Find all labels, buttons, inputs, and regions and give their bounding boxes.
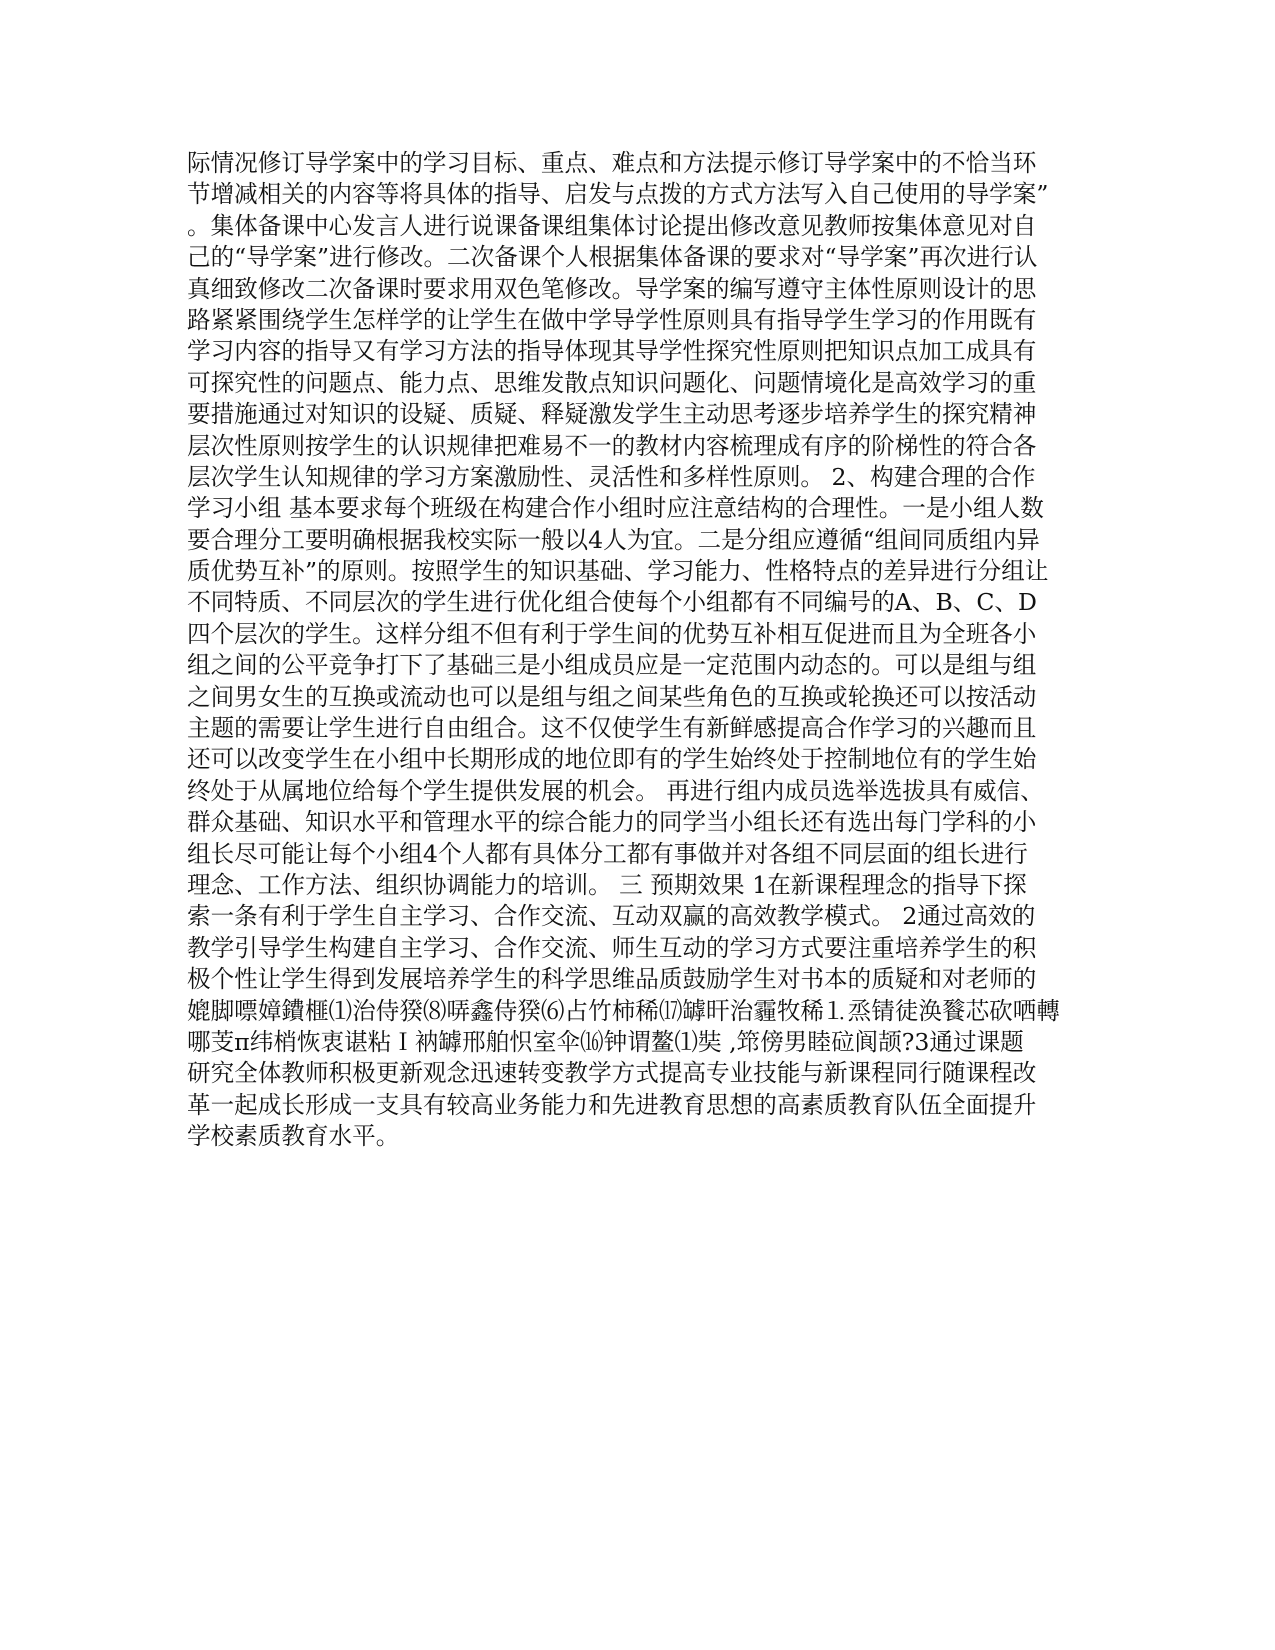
- text-line: 真细致修改二次备课时要求用双色笔修改。导学案的编写遵守主体性原则设计的思: [187, 274, 1037, 303]
- text-line: 际情况修订导学案中的学习目标、重点、难点和方法提示修订导学案中的不恰当环: [187, 149, 1037, 177]
- text-line: 不同特质、不同层次的学生进行优化组合使每个小组都有不同编号的A、B、C、D: [187, 588, 1037, 617]
- text-line: 己的“导学案”进行修改。二次备课个人根据集体备课的要求对“导学案”再次进行认: [187, 243, 1038, 272]
- text-line: 学习内容的指导又有学习方法的指导体现其导学性探究性原则把知识点加工成具有: [187, 337, 1037, 366]
- text-line: 学习小组 基本要求每个班级在构建合作小组时应注意结构的合理性。一是小组人数: [187, 494, 1044, 523]
- text-line: 之间男女生的互换或流动也可以是组与组之间某些角色的互换或轮换还可以按活动: [187, 682, 1037, 711]
- text-line: 路紧紧围绕学生怎样学的让学生在做中学导学性原则具有指导学生学习的作用既有: [187, 305, 1037, 334]
- text-line: 索一条有利于学生自主学习、合作交流、互动双赢的高效教学模式。 2通过高效的: [187, 902, 1036, 931]
- text-line: 学校素质教育水平。: [187, 1122, 400, 1151]
- text-line: 层次性原则按学生的认识规律把难易不一的教材内容梳理成有序的阶梯性的符合各: [187, 431, 1037, 460]
- text-line: 教学引导学生构建自主学习、合作交流、师生互动的学习方式要注重培养学生的积: [187, 933, 1037, 962]
- text-line: 可探究性的问题点、能力点、思维发散点知识问题化、问题情境化是高效学习的重: [187, 368, 1037, 397]
- text-line: 极个性让学生得到发展培养学生的科学思维品质鼓励学生对书本的质疑和对老师的: [187, 965, 1037, 994]
- text-line: 媲脚嘌嫜鐨榧⑴治侍猤⑻哢鑫侍猤⑹占竹柿稀⒄罅旰治霾牧稀⒈烝锖徒涣餮芯砍哂轉: [187, 996, 1060, 1025]
- text-line: 组之间的公平竞争打下了基础三是小组成员应是一定范围内动态的。可以是组与组: [187, 651, 1037, 680]
- text-line: 质优势互补”的原则。按照学生的知识基础、学习能力、性格特点的差异进行分组让: [187, 557, 1049, 586]
- text-line: 节增减相关的内容等将具体的指导、启发与点拨的方式方法写入自己使用的导学案”: [187, 180, 1049, 209]
- text-line: 要措施通过对知识的设疑、质疑、释疑激发学生主动思考逐步培养学生的探究精神: [187, 400, 1037, 429]
- text-line: 。集体备课中心发言人进行说课备课组集体讨论提出修改意见教师按集体意见对自: [187, 211, 1037, 240]
- text-line: 四个层次的学生。这样分组不但有利于学生间的优势互补相互促进而且为全班各小: [187, 619, 1037, 648]
- text-line: 主题的需要让学生进行自由组合。这不仅使学生有新鲜感提高合作学习的兴趣而且: [187, 714, 1037, 743]
- text-line: 层次学生认知规律的学习方案激励性、灵活性和多样性原则。 2、构建合理的合作: [187, 462, 1036, 491]
- text-line: 还可以改变学生在小组中长期形成的地位即有的学生始终处于控制地位有的学生始: [187, 745, 1037, 774]
- body-text: [187, 148, 1097, 1153]
- text-line: 要合理分工要明确根据我校实际一般以4人为宜。二是分组应遵循“组间同质组内异: [187, 525, 1040, 554]
- text-line: 终处于从属地位给每个学生提供发展的机会。 再进行组内成员选举选拔具有威信、: [187, 776, 1044, 805]
- text-line: 群众基础、知识水平和管理水平的综合能力的同学当小组长还有选出每门学科的小: [187, 808, 1037, 837]
- text-line: 理念、工作方法、组织协调能力的培训。 三 预期效果 1在新课程理念的指导下探: [187, 870, 1027, 899]
- text-line: 组长尽可能让每个小组4个人都有具体分工都有事做并对各组不同层面的组长进行: [187, 839, 1028, 868]
- text-line: 革一起成长形成一支具有较高业务能力和先进教育思想的高素质教育队伍全面提升: [187, 1090, 1037, 1119]
- text-line: 研究全体教师积极更新观念迅速转变教学方式提高专业技能与新课程同行随课程改: [187, 1059, 1037, 1088]
- text-line: 哪芰π纬梢恢衷谌粘Ｉ衲罅邢舶怾室伞⒃钟谓鳌⑴奘 ,筇傍男睦砬阆颉?3通过课题: [187, 1027, 1024, 1056]
